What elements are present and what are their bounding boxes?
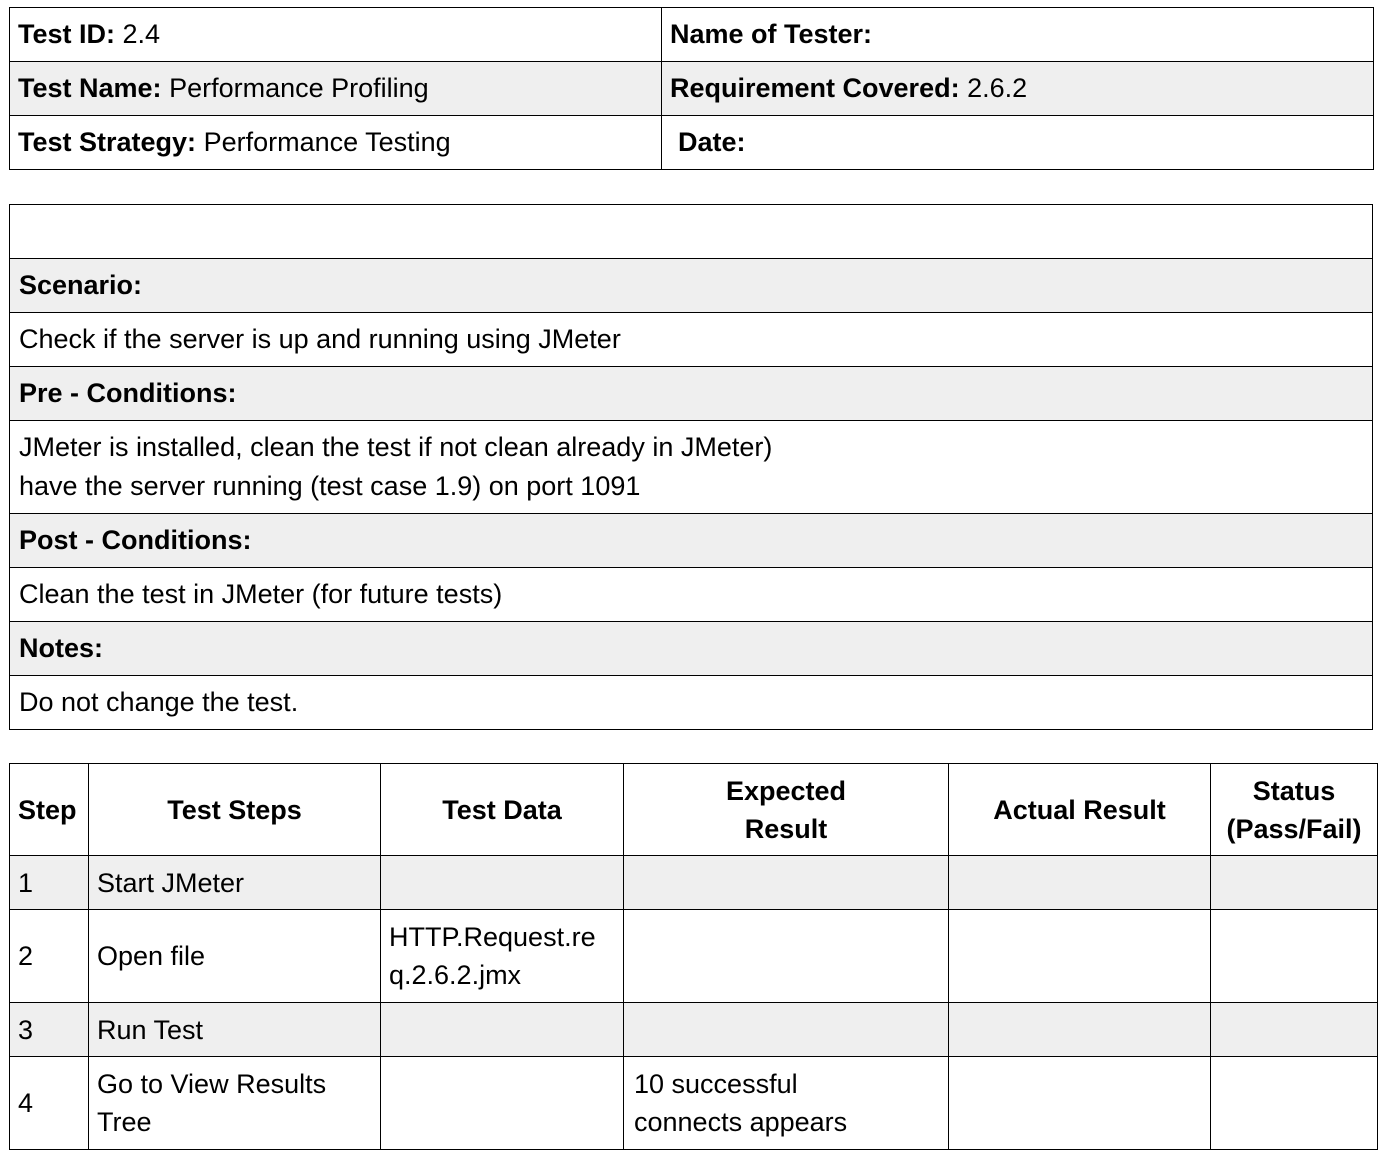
header-expected-result <box>624 764 949 856</box>
header-test-steps: Test Steps <box>89 764 381 856</box>
step-actual <box>949 1003 1211 1057</box>
step-expected-line: connects appears <box>634 1107 848 1137</box>
test-name-value: Performance Profiling <box>169 73 429 103</box>
test-id-value: 2.4 <box>122 19 161 49</box>
test-name-label: Test Name: <box>18 73 162 103</box>
step-data-line: q.2.6.2.jmx <box>389 960 522 990</box>
scenario-text: Check if the server is up and running using JMeter <box>10 313 1373 367</box>
header-step: Step <box>10 764 89 856</box>
step-actual <box>949 1057 1211 1150</box>
requirement-cell <box>662 62 1374 116</box>
step-action: Open file <box>89 910 381 1003</box>
header-expected-line: Expected <box>725 775 847 806</box>
step-actual <box>949 910 1211 1003</box>
step-action-line: Go to View Results <box>97 1069 327 1099</box>
notes-text: Do not change the test. <box>10 676 1373 730</box>
header-test-data: Test Data <box>381 764 624 856</box>
table-row <box>10 910 1378 1003</box>
blank-row <box>10 205 1373 259</box>
header-expected-line: Result <box>744 813 828 844</box>
step-status <box>1211 910 1378 1003</box>
header-status-line: (Pass/Fail) <box>1226 813 1362 844</box>
strategy-cell <box>10 116 662 170</box>
step-data-line: HTTP.Request.re <box>389 922 596 952</box>
step-number: 1 <box>10 856 89 910</box>
date-label: Date: <box>678 127 746 157</box>
header-status-line: Status <box>1252 775 1336 806</box>
scenario-label: Scenario: <box>10 259 1373 313</box>
step-status <box>1211 1057 1378 1150</box>
table-row <box>10 1057 1378 1150</box>
notes-label: Notes: <box>10 622 1373 676</box>
step-expected <box>624 910 949 1003</box>
step-status <box>1211 856 1378 910</box>
step-data <box>381 1003 624 1057</box>
test-id-cell <box>10 8 662 62</box>
tester-label: Name of Tester: <box>670 19 873 49</box>
header-status <box>1211 764 1378 856</box>
step-data <box>381 856 624 910</box>
requirement-label: Requirement Covered: <box>670 73 960 103</box>
step-number: 2 <box>10 910 89 1003</box>
step-action: Start JMeter <box>89 856 381 910</box>
scenario-table <box>9 204 1373 730</box>
step-status <box>1211 1003 1378 1057</box>
step-data <box>381 1057 624 1150</box>
step-action: Run Test <box>89 1003 381 1057</box>
step-expected <box>624 1057 949 1150</box>
pre-conditions-line: JMeter is installed, clean the test if not clean already in JMeter) <box>19 432 773 462</box>
test-name-cell <box>10 62 662 116</box>
step-number: 3 <box>10 1003 89 1057</box>
strategy-value: Performance Testing <box>203 127 451 157</box>
step-actual <box>949 856 1211 910</box>
step-action <box>89 1057 381 1150</box>
pre-conditions-text <box>10 421 1373 514</box>
step-data <box>381 910 624 1003</box>
post-conditions-text: Clean the test in JMeter (for future tests) <box>10 568 1373 622</box>
date-cell <box>662 116 1374 170</box>
post-conditions-label: Post - Conditions: <box>10 514 1373 568</box>
pre-conditions-line: have the server running (test case 1.9) on port 1091 <box>19 471 641 501</box>
pre-conditions-label: Pre - Conditions: <box>10 367 1373 421</box>
table-row <box>10 1003 1378 1057</box>
step-expected-line: 10 successful <box>634 1069 798 1099</box>
test-info-table <box>9 7 1374 170</box>
test-steps-table <box>9 763 1378 1150</box>
tester-cell <box>662 8 1374 62</box>
header-actual-result: Actual Result <box>949 764 1211 856</box>
step-expected <box>624 1003 949 1057</box>
requirement-value: 2.6.2 <box>967 73 1028 103</box>
step-action-line: Tree <box>97 1107 152 1137</box>
table-row <box>10 856 1378 910</box>
step-expected <box>624 856 949 910</box>
test-id-label: Test ID: <box>18 19 116 49</box>
step-number: 4 <box>10 1057 89 1150</box>
strategy-label: Test Strategy: <box>18 127 197 157</box>
